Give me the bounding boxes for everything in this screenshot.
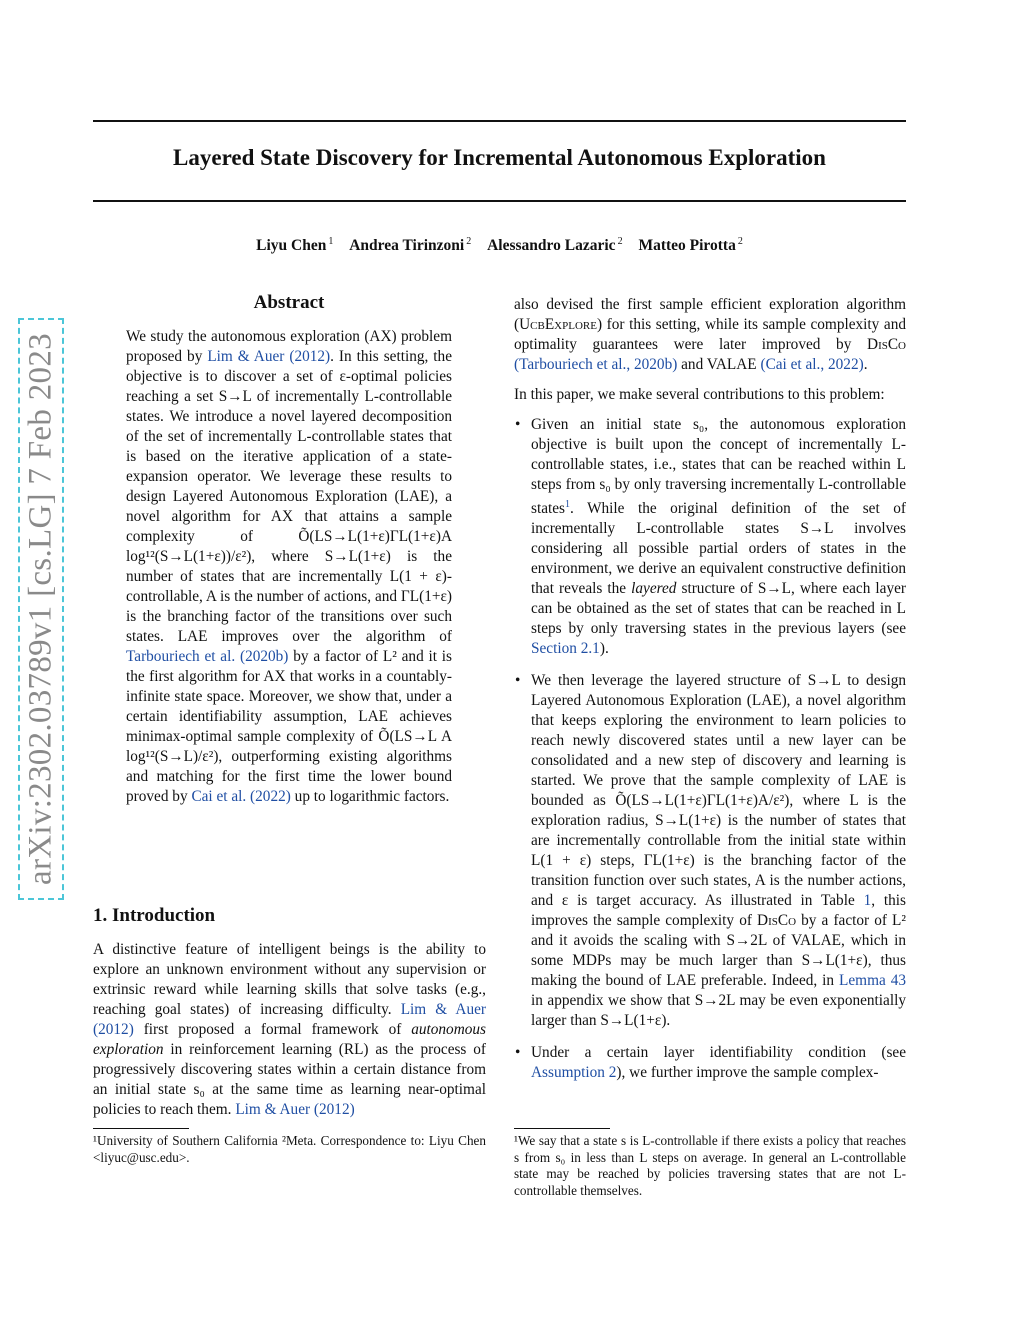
arxiv-stamp[interactable]: arXiv:2302.03789v1 [cs.LG] 7 Feb 2023 xyxy=(22,333,59,885)
citation-link[interactable]: Lim & Auer (2012) xyxy=(207,348,331,365)
section-heading-introduction: 1. Introduction xyxy=(93,905,216,926)
citation-link[interactable]: (Cai et al., 2022) xyxy=(760,356,864,373)
algorithm-name: UcbExplore xyxy=(519,316,597,333)
author: Matteo Pirotta $^2$ xyxy=(638,236,743,255)
emphasis: layered xyxy=(631,580,677,598)
citation-link[interactable]: (Tarbouriech et al., 2020b) xyxy=(514,356,678,373)
abstract-body: We study the autonomous exploration (AX) problem proposed by Lim & Auer (2012). In this setting, the objective is to discover a set of ε-optimal policies reaching a set S→L of incrementally L-controllable states. We introduce a novel layered decomposition of the set of incrementally L-controllable states that is based on the iterative application of a state-expansion operator. We leverage these results to design Layered Autonomous Exploration (LAE), a novel algorithm for AX that attains a sample complexity of Õ(LS→L(1+ε)ΓL(1+ε)A log¹²(S→L(1+ε))/ε²), where S→L(1+ε) is the number of states that are incrementally L(1 + ε)-controllable, A is the number of actions, and ΓL(1+ε) is the branching factor of the transitions over such states. LAE improves over the algorithm of Tarbouriech et al. (2020b) by a factor of L² and it is the first algorithm for AX that works in a countably-infinite state space. Moreover, we show that, under a certain identifiability assumption, LAE achieves minimax-optimal sample complexity of Õ(LS→L A log¹²(S→L)/ε²), outperforming existing algorithms and matching for the first time the lower bound proved by Cai et al. (2022) up to logarithmic factors. xyxy=(126,328,453,805)
citation-link[interactable]: Lim & Auer (2012) xyxy=(93,1001,486,1038)
footnote-rule-right xyxy=(514,1128,610,1129)
arxiv-stamp-box xyxy=(18,318,64,900)
algorithm-name: DisCo xyxy=(867,336,906,353)
author: Liyu Chen $^1$ xyxy=(256,236,334,255)
assumption-ref-link[interactable]: Assumption 2 xyxy=(531,1064,617,1082)
section-ref-link[interactable]: Section 2.1 xyxy=(531,640,600,658)
introduction-body: A distinctive feature of intelligent beings is the ability to explore an unknown environment without any supervision or extrinsic reward while learning skills that solve tasks (e.g., reaching goal states) of increasing difficulty. Lim & Auer (2012) first proposed a formal framework of autonomous exploration in reinforcement learning (RL) as the process of progressively discovering states within a certain distance from an initial state s₀ at the same time as learning near-optimal policies to reach them. Lim & Auer (2012) xyxy=(93,941,487,1118)
table-ref-link[interactable]: 1 xyxy=(863,892,872,910)
title-bottom-rule xyxy=(93,200,906,202)
citation-link[interactable]: Tarbouriech et al. (2020b) xyxy=(126,648,289,665)
author-list xyxy=(93,236,906,255)
paper-title: Layered State Discovery for Incremental Autonomous Exploration xyxy=(173,145,826,170)
contributions-intro: In this paper, we make several contributions to this problem: xyxy=(514,386,885,403)
list-item: • Given an initial state s₀, the autonomous exploration objective is built upon the concept of incrementally L-controllable states, i.e., states that can be reached within L steps from s₀ by only traversing incrementally L-controllable states$^1$. While the original definition of the set of incrementally L-controllable states S→L involves considering all possible partial orders of states in the environment, we derive an equivalent constructive definition that reveals the layered structure of S→L, where each layer can be obtained as the set of states that can be reached in L steps by only traversing states in the previous layers (see Section 2.1). xyxy=(515,416,906,658)
author: Alessandro Lazaric $^2$ xyxy=(487,236,623,255)
algorithm-name: DisCo xyxy=(757,912,797,930)
footnote-controllable-definition: ¹We say that a state s is L-controllable if there exists a policy that reaches s from s₀ in less than L steps on average. In general an L-controllable state may be reached by policies traversing states that are not L-controllable themselves. xyxy=(514,1133,906,1198)
citation-link[interactable]: Cai et al. (2022) xyxy=(191,788,291,805)
list-item: • Under a certain layer identifiability condition (see Assumption 2), we further improve the sample complex- xyxy=(515,1044,906,1082)
title-top-rule xyxy=(93,120,906,122)
footnote-affiliations: ¹University of Southern California ²Meta. Correspondence to: Liyu Chen <liyuc@usc.edu>. xyxy=(93,1133,486,1165)
author: Andrea Tirinzoni $^2$ xyxy=(349,236,472,255)
footnote-rule-left xyxy=(93,1128,189,1129)
footnote-marker[interactable]: 1 xyxy=(565,499,570,510)
citation-link[interactable]: Lim & Auer (2012) xyxy=(235,1101,355,1118)
list-item: • We then leverage the layered structure of S→L to design Layered Autonomous Exploration (LAE), a novel algorithm that keeps exploring the environment to learn policies to reach newly discovered states until a new layer can be consolidated and a new step of discovery and learning is started. We prove that the sample complexity of LAE is bounded as Õ(LS→L(1+ε)ΓL(1+ε)A/ε²), where L is the exploration radius, S→L(1+ε) is the number of states that are incrementally controllable from the initial state within L(1 + ε) steps, ΓL(1+ε) is the branching factor of the transition function over such states, A is the number actions, and ε is target accuracy. As illustrated in Table 1, this improves the sample complexity of DisCo by a factor of L² and it avoids the scaling with S→2L of VALAE, which in some MDPs may be much larger than S→L(1+ε), thus making the bound of LAE preferable. Indeed, in Lemma 43 in appendix we show that S→2L may be even exponentially larger than S→L(1+ε). xyxy=(515,672,906,1030)
emphasis: autonomous exploration xyxy=(93,1021,487,1058)
contribution-list xyxy=(514,415,906,1083)
lemma-ref-link[interactable]: Lemma 43 xyxy=(839,972,906,990)
right-column-body: also devised the first sample efficient exploration algorithm (UcbExplore) for this setting, while its sample complexity and optimality guarantees were later improved by DisCo (Tarbouriech et al., 2020b) and VALAE (Cai et al., 2022). In this paper, we make several contributions to this problem: • Given an initial state s₀, the autonomous exploration objective is built upon the concept of incrementally L-controllable states, i.e., states that can be reached within L steps from s₀ by only traversing incrementally L-controllable states$^1$. While the original definition of the set of incrementally L-controllable states S→L involves considering all possible partial orders of states in the environment, we derive an equivalent constructive definition that reveals the layered structure of S→L, where each layer can be obtained as the set of states that can be reached in L steps by only traversing states in the previous layers (see Section 2.1). • We then leverage the layered structure of S→L to design Layered Autonomous Exploration (LAE), a novel algorithm that keeps exploring the environment to learn policies to reach newly discovered states until a new layer can be consolidated and a new step of discovery and learning is started. We prove that the sample complexity of LAE is bounded as Õ(LS→L(1+ε)ΓL(1+ε)A/ε²), where L is the exploration radius, S→L(1+ε) is the number of states that are incrementally controllable from the initial state within L(1 + ε) steps, ΓL(1+ε) is the branching factor of the transition function over such states, A is the number actions, and ε is target accuracy. As illustrated in Table 1, this improves the sample complexity of DisCo by a factor of L² and it avoids the scaling with S→2L of VALAE, which in some MDPs may be much larger than S→L(1+ε), thus making the bound of LAE preferable. Indeed, in Lemma 43 in appendix we show that S→2L may be even exponentially larger than S→L(1+ε). • Under a certain layer identifiability condition (see Assumption 2), we further improve the sample complex- xyxy=(514,296,906,1082)
abstract-heading: Abstract xyxy=(253,292,325,313)
